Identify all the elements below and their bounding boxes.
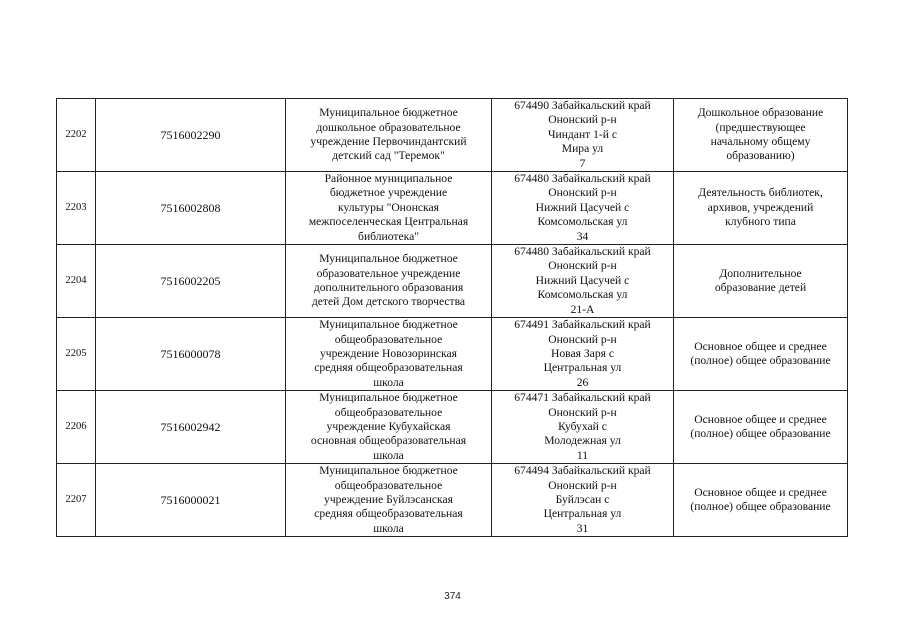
organization-name-cell: Муниципальное бюджетное общеобразовательное учреждение Новозоринская средняя общеобразовательная школа bbox=[286, 318, 492, 391]
activity-cell: Дополнительное образование детей bbox=[674, 245, 848, 318]
activity-cell: Дошкольное образование (предшествующее начальному общему образованию) bbox=[674, 99, 848, 172]
row-number: 2202 bbox=[57, 99, 96, 172]
organization-name-cell: Муниципальное бюджетное общеобразовательное учреждение Кубухайская основная общеобразовательная школа bbox=[286, 391, 492, 464]
table-row bbox=[57, 318, 848, 391]
row-number: 2203 bbox=[57, 172, 96, 245]
address-cell: 674471 Забайкальский край Ононский р-н Кубухай с Молодежная ул 11 bbox=[492, 391, 674, 464]
address-cell: 674480 Забайкальский край Ононский р-н Нижний Цасучей с Комсомольская ул 21-А bbox=[492, 245, 674, 318]
inn-cell: 7516002942 bbox=[96, 391, 286, 464]
row-number: 2206 bbox=[57, 391, 96, 464]
inn-cell: 7516000021 bbox=[96, 464, 286, 537]
table-row bbox=[57, 464, 848, 537]
table-row bbox=[57, 172, 848, 245]
row-number: 2204 bbox=[57, 245, 96, 318]
organization-name-cell: Муниципальное бюджетное общеобразовательное учреждение Буйлэсанская средняя общеобразовательная школа bbox=[286, 464, 492, 537]
inn-cell: 7516000078 bbox=[96, 318, 286, 391]
activity-cell: Деятельность библиотек, архивов, учреждений клубного типа bbox=[674, 172, 848, 245]
activity-cell: Основное общее и среднее (полное) общее образование bbox=[674, 391, 848, 464]
inn-cell: 7516002808 bbox=[96, 172, 286, 245]
inn-cell: 7516002205 bbox=[96, 245, 286, 318]
address-cell: 674494 Забайкальский край Ононский р-н Буйлэсан с Центральная ул 31 bbox=[492, 464, 674, 537]
table-row bbox=[57, 245, 848, 318]
organization-name-cell: Районное муниципальное бюджетное учреждение культуры "Ононская межпоселенческая Центральная библиотека" bbox=[286, 172, 492, 245]
inn-cell: 7516002290 bbox=[96, 99, 286, 172]
table-row bbox=[57, 99, 848, 172]
page-number: 374 bbox=[444, 591, 461, 602]
row-number: 2207 bbox=[57, 464, 96, 537]
registry-table bbox=[56, 98, 848, 537]
table-row bbox=[57, 391, 848, 464]
row-number: 2205 bbox=[57, 318, 96, 391]
address-cell: 674490 Забайкальский край Ононский р-н Чиндант 1-й с Мира ул 7 bbox=[492, 99, 674, 172]
address-cell: 674491 Забайкальский край Ононский р-н Новая Заря с Центральная ул 26 bbox=[492, 318, 674, 391]
activity-cell: Основное общее и среднее (полное) общее образование bbox=[674, 318, 848, 391]
activity-cell: Основное общее и среднее (полное) общее образование bbox=[674, 464, 848, 537]
organization-name-cell: Муниципальное бюджетное дошкольное образовательное учреждение Первочиндантский детский сад "Теремок" bbox=[286, 99, 492, 172]
organization-name-cell: Муниципальное бюджетное образовательное учреждение дополнительного образования детей Дом детского творчества bbox=[286, 245, 492, 318]
address-cell: 674480 Забайкальский край Ононский р-н Нижний Цасучей с Комсомольская ул 34 bbox=[492, 172, 674, 245]
